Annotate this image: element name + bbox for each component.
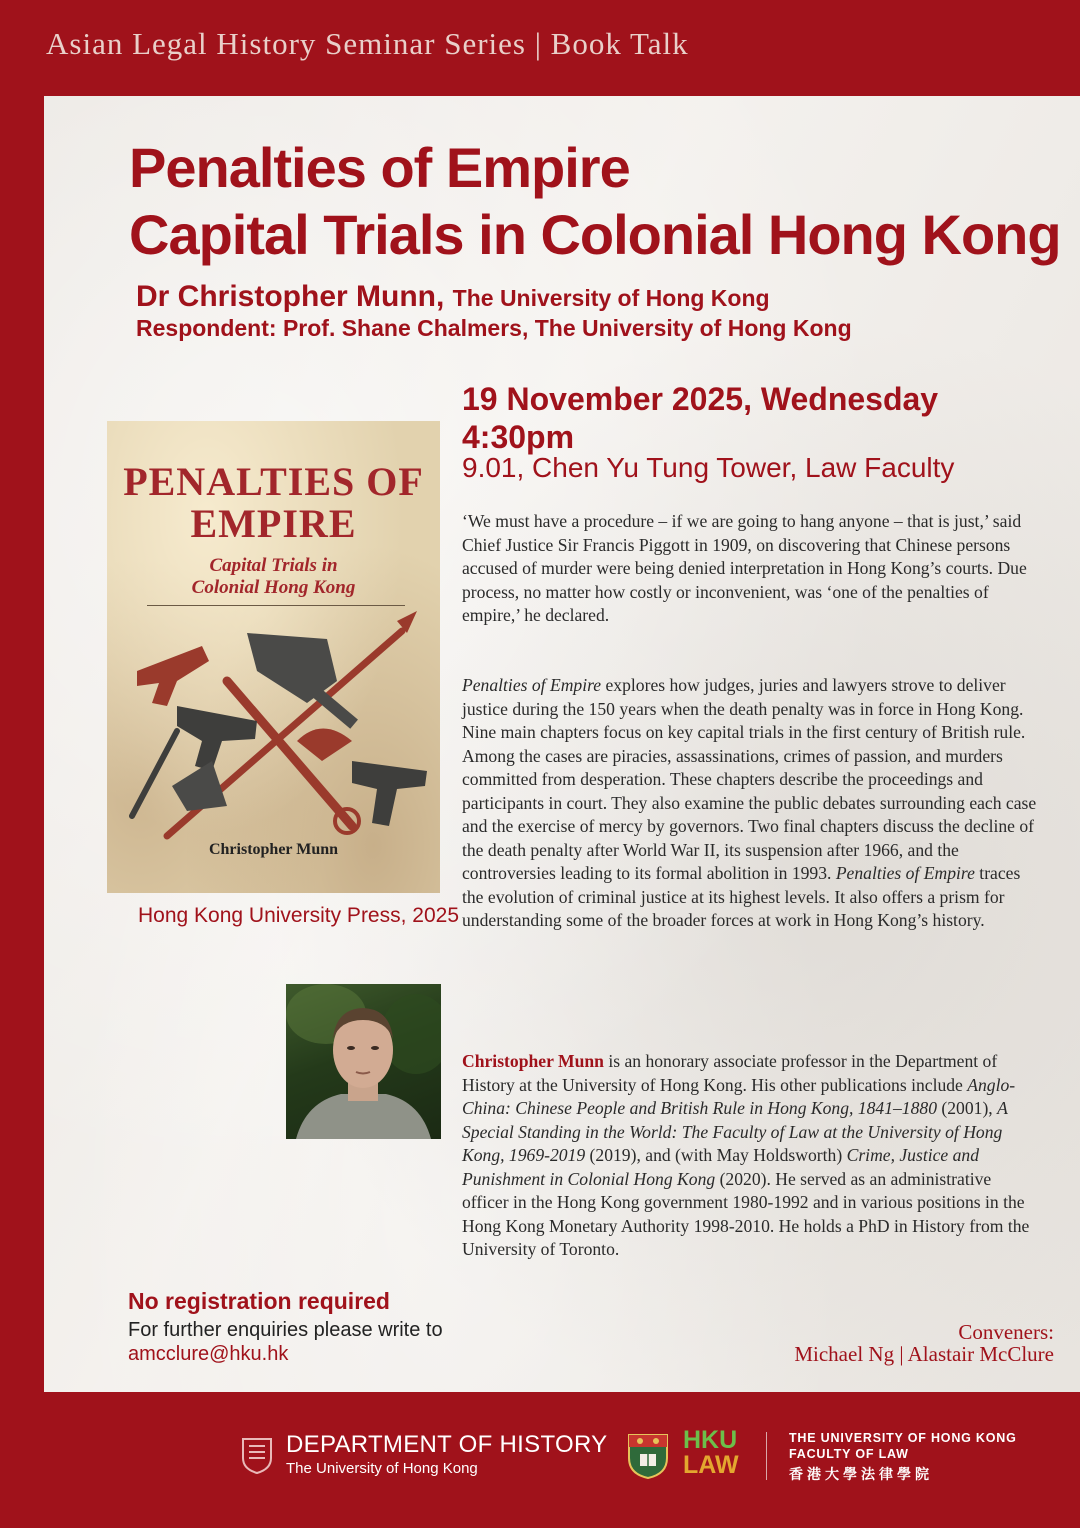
speaker-bio: Christopher Munn is an honorary associate professor in the Department of History at the University of Hong Kong. His other publications include Anglo-China: Chinese People and British Rule in Hong Kong, 1841–1880 (2001), A Special Standing in the World: The Faculty of Law at the University of Hong Kong, 1969-2019 (2019), and (with May Holdsworth) Crime, Justice and Punishment in Colonial Hong Kong (2020). He served as an administrative officer in the Hong Kong government 1980-1992 and in various positions in the Hong Kong Monetary Authority 1998-2010. He holds a PhD in History from the University of Toronto. xyxy=(462,1051,1030,1259)
speaker-affiliation: The University of Hong Kong xyxy=(452,285,770,311)
portrait-illustration xyxy=(286,984,441,1139)
cover-title: PENALTIES OF EMPIRE xyxy=(123,459,424,546)
book-title-ref: Penalties of Empire xyxy=(835,863,975,883)
history-dept-logo-icon xyxy=(240,1436,274,1474)
faculty-chinese-name: 香港大學法律學院 xyxy=(789,1466,933,1482)
book-cover xyxy=(107,421,440,893)
registration-note: No registration required xyxy=(128,1288,390,1314)
event-time: 4:30pm xyxy=(462,419,575,455)
speaker xyxy=(136,280,770,314)
department-university: The University of Hong Kong xyxy=(286,1460,478,1477)
hku-crest-icon xyxy=(626,1432,670,1480)
event-title: Penalties of Empire xyxy=(129,136,630,199)
speaker-name: Dr Christopher Munn, xyxy=(136,280,445,313)
event-subtitle: Capital Trials in Colonial Hong Kong xyxy=(129,203,1061,266)
contact-email-link[interactable]: amcclure@hku.hk xyxy=(128,1343,289,1365)
seminar-series-header: Asian Legal History Seminar Series | Book Talk xyxy=(46,26,689,61)
bio-name: Christopher Munn xyxy=(462,1051,604,1071)
weapons-illustration xyxy=(107,611,440,841)
event-datetime xyxy=(462,380,938,456)
hku-law-logo: HKU LAW xyxy=(683,1426,739,1479)
conveners-names: Michael Ng | Alastair McClure xyxy=(794,1342,1054,1366)
enquiry-text: For further enquiries please write to xyxy=(128,1319,443,1341)
book-title-ref: Penalties of Empire xyxy=(462,675,602,695)
faculty-name: FACULTY OF LAW xyxy=(789,1447,909,1461)
abstract-paragraph-2: Penalties of Empire explores how judges, juries and lawyers strove to deliver justice during the 150 years when the death penalty was in force in Hong Kong. Nine main chapters focus on key capital trials in the first century of British rule. Among the cases are piracies, assassinations, crimes of passion, and murders committed from desperation. These chapters describe the proceedings and participants in court. They also examine the public debates surrounding each case and the exercise of mercy by governors. Two final chapters discuss the decline of the death penalty after World War II, its suspension after 1966, and the controversies leading to its formal abolition in 1993. Penalties of Empire traces the evolution of criminal justice at its highest levels. It also offers a prism for understanding some of the broader forces at work in Hong Kong’s history. xyxy=(462,675,1037,930)
faculty-university: THE UNIVERSITY OF HONG KONG xyxy=(789,1431,1017,1445)
conveners-label: Conveners: xyxy=(958,1320,1054,1344)
abstract-paragraph-1: ‘We must have a procedure – if we are going to hang anyone – that is just,’ said Chief Justice Sir Francis Piggott in 1909, on discovering that Chinese persons accused of murder were being denied interpretation in Hong Kong’s courts. Due process, no matter how costly or inconvenient, was ‘one of the penalties of empire,’ he declared. xyxy=(462,511,1027,625)
department-name: DEPARTMENT OF HISTORY xyxy=(286,1431,608,1458)
speaker-photo xyxy=(286,984,441,1139)
footer-divider xyxy=(766,1432,767,1480)
publisher: Hong Kong University Press, 2025 xyxy=(138,904,459,927)
respondent: Respondent: Prof. Shane Chalmers, The University of Hong Kong xyxy=(136,315,852,341)
cover-rule xyxy=(147,605,405,606)
cover-author: Christopher Munn xyxy=(208,841,339,858)
footer xyxy=(0,1392,1080,1528)
cover-subtitle: Capital Trials in Colonial Hong Kong xyxy=(191,555,356,598)
event-venue: 9.01, Chen Yu Tung Tower, Law Faculty xyxy=(462,452,955,483)
event-date: 19 November 2025, Wednesday xyxy=(462,381,939,417)
